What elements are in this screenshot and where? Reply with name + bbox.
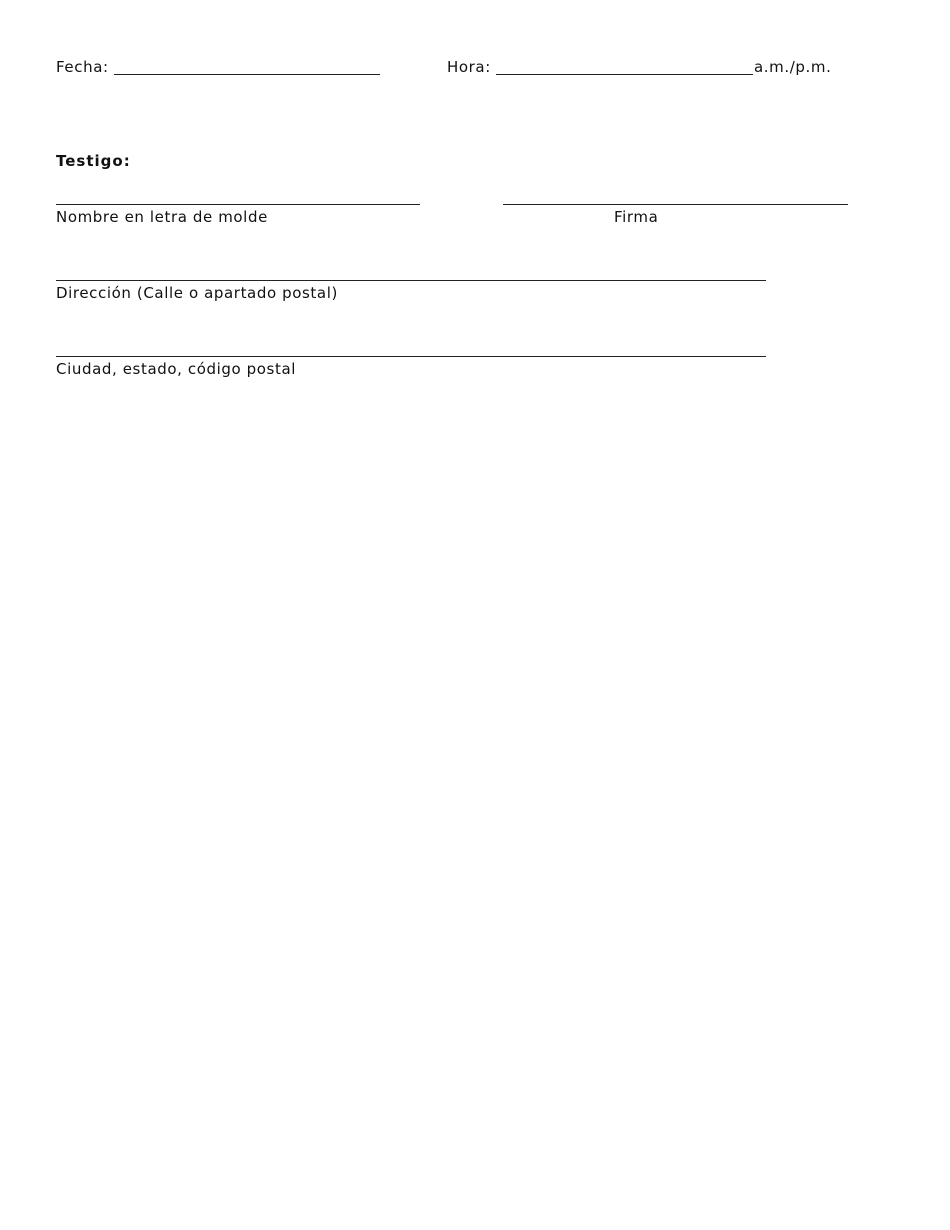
witness-signature-line[interactable] <box>503 204 848 205</box>
date-field-line[interactable] <box>114 74 380 75</box>
witness-city-line[interactable] <box>56 356 766 357</box>
time-suffix: a.m./p.m. <box>754 58 832 76</box>
witness-name-caption: Nombre en letra de molde <box>56 208 268 226</box>
witness-city-caption: Ciudad, estado, código postal <box>56 360 297 378</box>
witness-address-line[interactable] <box>56 280 766 281</box>
witness-name-line[interactable] <box>56 204 420 205</box>
date-label: Fecha: <box>56 58 109 76</box>
time-label: Hora: <box>447 58 491 76</box>
witness-signature-caption: Firma <box>614 208 659 226</box>
time-field-line[interactable] <box>496 74 753 75</box>
witness-address-caption: Dirección (Calle o apartado postal) <box>56 284 338 302</box>
witness-heading: Testigo: <box>56 152 131 170</box>
